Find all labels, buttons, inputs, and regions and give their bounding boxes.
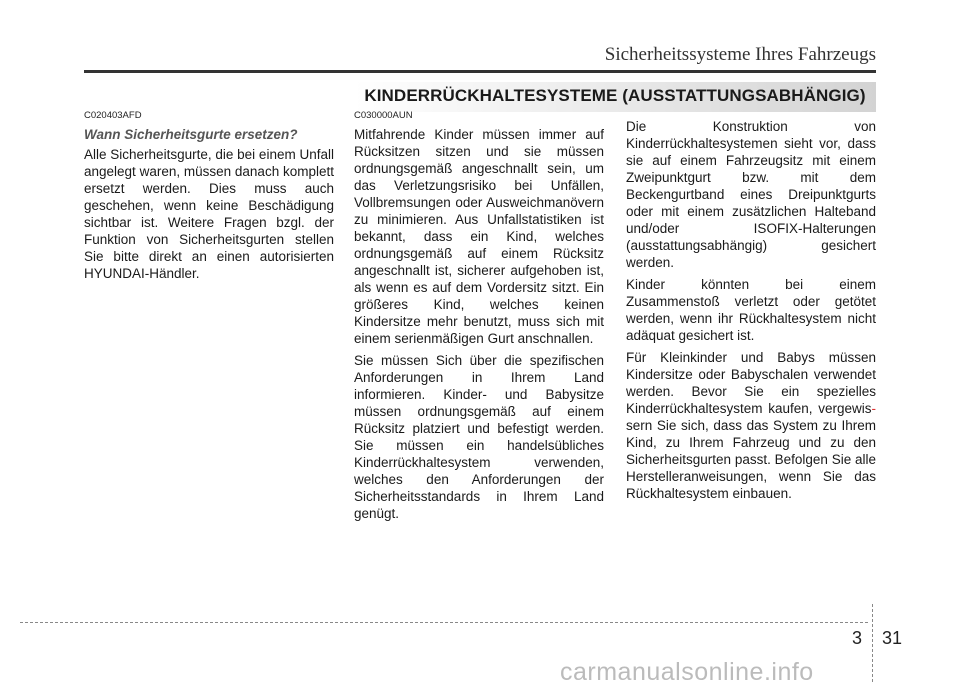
paragraph-part: Für Kleinkinder und Babys müssen Kindersitze oder Babyschalen verwendet werden. Bevor Sie ein spezielles Kinderrückhaltesystem kaufen, vergewis [626, 350, 876, 416]
subheading: Wann Sicherheitsgurte ersetzen? [84, 127, 298, 142]
middle-column [354, 110, 604, 527]
page-separator [872, 604, 873, 682]
paragraph [626, 349, 876, 502]
paragraph: Die Konstruktion von Kinderrückhaltesystemen sieht vor, dass sie auf einem Fahrzeugsitz mit einem Zweipunktgurt bzw. mit dem Beckengurtband eines Dreipunktgurts oder mit einem zusätzlichen Halteband und/oder ISOFIX-Halterungen (ausstattungsabhängig) gesichert werden. [626, 119, 876, 270]
header-rule [84, 70, 876, 73]
reference-code: C020403AFD [84, 110, 142, 121]
watermark: carmanualsonline.info [560, 658, 814, 686]
paragraph: Mitfahrende Kinder müssen immer auf Rücksitzen sitzen und sie müssen ordnungsgemäß angeschnallt sein, um das Verletzungsrisiko bei Unfällen, Vollbremsungen oder Ausweichmanövern zu minimieren. Aus Unfallstatistiken ist bekannt, dass ein Kind, welches ordnungsgemäß auf einem Rücksitz angeschnallt ist, sicherer aufgehoben ist, als wenn es auf dem Vordersitz sitzt. Ein größeres Kind, welches keinen Kindersitze mehr benutzt, muss sich mit einem serienmäßigen Gurt anschnallen. [354, 127, 604, 346]
section-number: 3 [852, 628, 863, 648]
paragraph: Sie müssen Sich über die spezifischen Anforderungen in Ihrem Land informieren. Kinder- und Babysitze müssen ordnungsgemäß auf einem Rücksitz platziert und befestigt werden. Sie müssen ein handelsübliches Kinderrückhaltesystem verwenden, welches den Anforderungen der Sicherheitsstandards in Ihrem Land genügt. [354, 353, 604, 521]
paragraph-part: sern Sie sich, dass das System zu Ihrem Kind, zu Ihrem Fahrzeug und zu den Sicherheitsgurten passt. Befolgen Sie alle Herstelleranweisungen, wenn Sie das Rückhaltesystem einbauen. [626, 418, 876, 501]
section-title: Sicherheitssysteme Ihres Fahrzeugs [604, 44, 876, 65]
reference-code: C030000AUN [354, 110, 413, 121]
footer-rule [20, 622, 868, 623]
page-number: 31 [882, 628, 903, 648]
section-banner [354, 82, 876, 112]
paragraph: Alle Sicherheitsgurte, die bei einem Unfall angelegt waren, müssen danach komplett ersetzt werden. Dies muss auch geschehen, wenn keine Beschädigung sichtbar ist. Weitere Fragen bzgl. der Funktion von Sicherheitsgurten stellen Sie bitte direkt an einen autorisierten HYUNDAI-Händler. [84, 147, 334, 281]
paragraph: Kinder könnten bei einem Zusammenstoß verletzt oder getötet werden, wenn ihr Rückhaltesystem nicht adäquat gesichert ist. [626, 277, 876, 343]
hyphen-mark: - [871, 401, 876, 416]
left-column [84, 110, 334, 287]
right-column [626, 110, 876, 507]
banner-title: KINDERRÜCKHALTESYSTEME (AUSSTATTUNGSABHÄNGIG) [364, 86, 866, 105]
